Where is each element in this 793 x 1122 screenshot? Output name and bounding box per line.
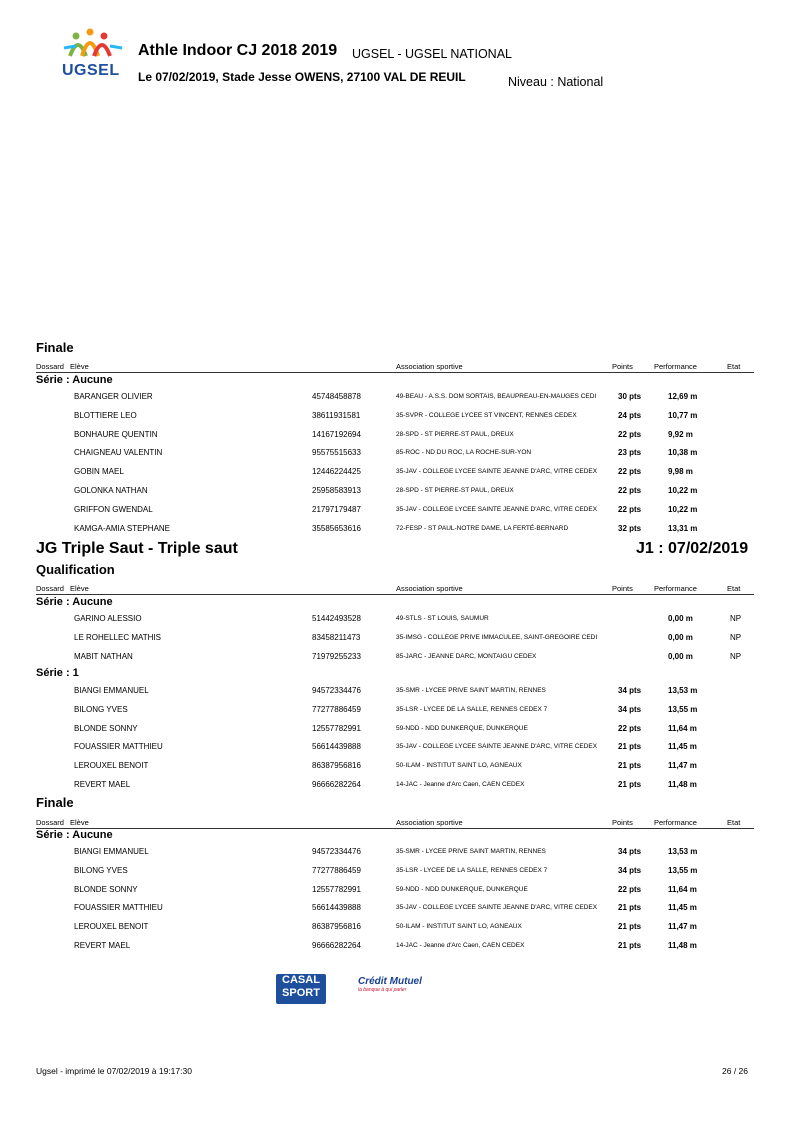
athlete-name: FOUASSIER MATTHIEU [74, 742, 163, 752]
performance: 11,64 m [668, 723, 697, 733]
association: 50-ILAM - INSTITUT SAINT LO, AGNEAUX [396, 923, 522, 931]
athlete-name: BONHAURE QUENTIN [74, 429, 158, 439]
etat: NP [730, 614, 742, 623]
performance: 11,48 m [668, 780, 697, 789]
athlete-name: BIANGI EMMANUEL [74, 847, 149, 856]
table-row [0, 505, 793, 517]
performance: 10,22 m [668, 486, 698, 495]
points: 22 pts [618, 884, 642, 894]
points: 34 pts [618, 847, 642, 856]
casal-line1: CASAL [282, 974, 320, 986]
performance: 0,00 m [668, 614, 693, 623]
col-association: Association sportive [396, 362, 463, 371]
association: 14-JAC - Jeanne d'Arc Caen, CAEN CEDEX [396, 781, 525, 788]
table-row [0, 652, 793, 664]
col-points: Points [612, 818, 633, 827]
association: 28-SPD - ST PIERRE-ST PAUL, DREUX [396, 487, 514, 494]
serie-label: Série : Aucune [36, 596, 113, 608]
athlete-id: 12557782991 [312, 723, 361, 733]
points: 34 pts [618, 704, 642, 714]
performance: 13,53 m [668, 686, 698, 695]
performance: 13,55 m [668, 704, 698, 714]
points: 34 pts [618, 686, 642, 695]
athlete-id: 56614439888 [312, 742, 361, 752]
performance: 10,38 m [668, 448, 698, 458]
table-row [0, 903, 793, 915]
footer-printed: Ugsel - imprimé le 07/02/2019 à 19:17:30 [36, 1066, 192, 1076]
association: 72-FESP - ST PAUL-NOTRE DAME, LA FERTÉ-BERNARD [396, 524, 569, 532]
athlete-id: 86387956816 [312, 922, 361, 932]
points: 22 pts [618, 723, 642, 733]
table-row [0, 614, 793, 626]
event-day: J1 : 07/02/2019 [636, 540, 749, 557]
points: 21 pts [618, 761, 642, 771]
athlete-id: 12446224425 [312, 467, 361, 477]
association: 35-LSR - LYCEE DE LA SALLE, RENNES CEDEX 7 [396, 866, 548, 874]
athlete-name: LE ROHELLEC MATHIS [74, 632, 161, 642]
section-title-qualification: Qualification [36, 562, 115, 577]
col-etat: Etat [727, 362, 741, 371]
association: 59-NDD - NDD DUNKERQUE, DUNKERQUE [396, 885, 528, 893]
credit-mutuel-name: Crédit Mutuel [358, 976, 422, 987]
points: 23 pts [618, 448, 642, 458]
divider [36, 594, 754, 595]
athlete-name: BILONG YVES [74, 704, 128, 714]
points: 21 pts [618, 922, 642, 932]
athlete-name: BILONG YVES [74, 865, 128, 875]
association: 85-ROC - ND DU ROC, LA ROCHE-SUR-YON [396, 449, 532, 457]
athlete-id: 45748458878 [312, 392, 361, 401]
athlete-id: 21797179487 [312, 504, 361, 514]
etat: NP [730, 632, 742, 642]
athlete-name: GARINO ALESSIO [74, 614, 142, 623]
table-row [0, 922, 793, 934]
table-row [0, 448, 793, 460]
col-dossard: Dossard [36, 818, 64, 827]
section-title-finale-1: Finale [36, 340, 74, 355]
col-eleve: Elève [70, 584, 89, 593]
athlete-id: 14167192694 [312, 429, 361, 439]
athlete-name: BLOTTIERE LEO [74, 410, 137, 420]
performance: 0,00 m [668, 632, 693, 642]
divider [36, 828, 754, 829]
page-title: Athle Indoor CJ 2018 2019 [138, 42, 338, 59]
points: 22 pts [618, 467, 642, 477]
athlete-id: 35585653616 [312, 523, 361, 533]
table-row [0, 467, 793, 479]
table-row [0, 486, 793, 498]
athlete-name: LEROUXEL BENOIT [74, 761, 149, 771]
athlete-id: 12557782991 [312, 884, 361, 894]
logo-text: UGSEL [62, 62, 120, 79]
association: 49-STLS - ST LOUIS, SAUMUR [396, 615, 489, 622]
col-association: Association sportive [396, 818, 463, 827]
points: 21 pts [618, 742, 642, 752]
performance: 11,45 m [668, 903, 697, 913]
athlete-name: GOLONKA NATHAN [74, 486, 148, 495]
athlete-id: 77277886459 [312, 704, 361, 714]
association: 35-SMR - LYCEE PRIVE SAINT MARTIN, RENNES [396, 848, 546, 855]
athlete-id: 86387956816 [312, 761, 361, 771]
association: 35-JAV - COLLEGE LYCEE SAINTE JEANNE D'ARC, VITRE CEDEX [396, 468, 598, 476]
points: 32 pts [618, 523, 642, 533]
association: 85-JARC - JEANNE DARC, MONTAIGU CEDEX [396, 652, 537, 660]
athlete-id: 94572334476 [312, 847, 361, 856]
serie-label: Série : Aucune [36, 829, 113, 841]
etat: NP [730, 651, 742, 661]
points: 22 pts [618, 429, 642, 439]
event-title: JG Triple Saut - Triple saut [36, 540, 238, 557]
association: 59-NDD - NDD DUNKERQUE, DUNKERQUE [396, 724, 528, 732]
col-dossard: Dossard [36, 362, 64, 371]
table-row [0, 780, 793, 792]
athlete-id: 96666282264 [312, 780, 361, 789]
table-row [0, 430, 793, 442]
organization: UGSEL - UGSEL NATIONAL [352, 47, 512, 61]
athlete-id: 25958583913 [312, 486, 361, 495]
association: 35-SVPR - COLLEGE LYCEE ST VINCENT, RENNES CEDEX [396, 411, 577, 419]
performance: 10,77 m [668, 410, 698, 420]
athlete-name: REVERT MAEL [74, 780, 131, 789]
performance: 13,53 m [668, 847, 698, 856]
association: 35-SMR - LYCEE PRIVE SAINT MARTIN, RENNES [396, 687, 546, 694]
col-performance: Performance [654, 584, 697, 593]
performance: 13,55 m [668, 865, 698, 875]
athlete-name: BLONDE SONNY [74, 723, 138, 733]
athlete-id: 38611931581 [312, 410, 361, 420]
athlete-id: 71979255233 [312, 651, 361, 661]
page-number: 26 / 26 [722, 1066, 748, 1076]
association: 35-JAV - COLLEGE LYCEE SAINTE JEANNE D'ARC, VITRE CEDEX [396, 743, 598, 751]
points: 21 pts [618, 780, 642, 789]
points: 24 pts [618, 410, 642, 420]
athlete-id: 51442493528 [312, 614, 361, 623]
credit-mutuel-logo [358, 976, 438, 998]
col-points: Points [612, 584, 633, 593]
performance: 0,00 m [668, 651, 693, 661]
table-row [0, 885, 793, 897]
col-association: Association sportive [396, 584, 463, 593]
performance: 9,92 m [668, 429, 693, 439]
col-eleve: Elève [70, 362, 89, 371]
col-dossard: Dossard [36, 584, 64, 593]
athlete-id: 95575515633 [312, 448, 361, 458]
athlete-name: REVERT MAEL [74, 941, 131, 950]
association: 35-JAV - COLLEGE LYCEE SAINTE JEANNE D'ARC, VITRE CEDEX [396, 505, 598, 513]
table-row [0, 686, 793, 698]
credit-mutuel-slogan: la banque à qui parler [358, 987, 407, 993]
athlete-name: FOUASSIER MATTHIEU [74, 903, 163, 913]
athlete-name: KAMGA-AMIA STEPHANE [74, 523, 171, 533]
casal-line2: SPORT [282, 987, 320, 999]
performance: 11,47 m [668, 922, 697, 932]
col-eleve: Elève [70, 818, 89, 827]
col-points: Points [612, 362, 633, 371]
athlete-name: BARANGER OLIVIER [74, 392, 153, 401]
points: 22 pts [618, 504, 642, 514]
col-performance: Performance [654, 818, 697, 827]
table-row [0, 742, 793, 754]
points: 21 pts [618, 941, 642, 950]
level-label: Niveau : National [508, 75, 604, 89]
athlete-name: MABIT NATHAN [74, 651, 133, 661]
casal-sport-logo [276, 974, 326, 1004]
table-row [0, 392, 793, 404]
table-row [0, 941, 793, 953]
association: 50-ILAM - INSTITUT SAINT LO, AGNEAUX [396, 762, 522, 770]
athlete-name: GOBIN MAEL [74, 467, 124, 477]
association: 35-JAV - COLLEGE LYCEE SAINTE JEANNE D'ARC, VITRE CEDEX [396, 904, 598, 912]
performance: 11,64 m [668, 884, 697, 894]
performance: 10,22 m [668, 504, 698, 514]
association: 49-BEAU - A.S.S. DOM SORTAIS, BEAUPREAU-EN-MAUGES CEDI [396, 393, 597, 400]
serie-label: Série : Aucune [36, 374, 113, 386]
col-performance: Performance [654, 362, 697, 371]
athlete-name: BIANGI EMMANUEL [74, 686, 149, 695]
table-row [0, 633, 793, 645]
table-row [0, 724, 793, 736]
athlete-id: 96666282264 [312, 941, 361, 950]
athlete-name: BLONDE SONNY [74, 884, 138, 894]
association: 28-SPD - ST PIERRE-ST PAUL, DREUX [396, 430, 514, 438]
event-subtitle: Le 07/02/2019, Stade Jesse OWENS, 27100 VAL DE REUIL [138, 70, 466, 84]
performance: 12,69 m [668, 392, 698, 401]
athlete-id: 77277886459 [312, 865, 361, 875]
table-row [0, 524, 793, 536]
athlete-id: 83458211473 [312, 632, 361, 642]
serie-label: Série : 1 [36, 667, 79, 679]
section-title-finale-2: Finale [36, 795, 74, 810]
performance: 11,47 m [668, 761, 697, 771]
points: 34 pts [618, 865, 642, 875]
performance: 9,98 m [668, 467, 693, 477]
performance: 11,45 m [668, 742, 697, 752]
col-etat: Etat [727, 584, 741, 593]
points: 30 pts [618, 392, 642, 401]
athlete-id: 56614439888 [312, 903, 361, 913]
athlete-id: 94572334476 [312, 686, 361, 695]
performance: 11,48 m [668, 941, 697, 950]
athlete-name: LEROUXEL BENOIT [74, 922, 149, 932]
association: 35-IMSG - COLLEGE PRIVE IMMACULEE, SAINT-GREGOIRE CEDI [396, 633, 598, 641]
table-row [0, 866, 793, 878]
col-etat: Etat [727, 818, 741, 827]
points: 21 pts [618, 903, 642, 913]
table-row [0, 847, 793, 859]
table-row [0, 761, 793, 773]
association: 14-JAC - Jeanne d'Arc Caen, CAEN CEDEX [396, 942, 525, 949]
association: 35-LSR - LYCEE DE LA SALLE, RENNES CEDEX 7 [396, 705, 548, 713]
divider [36, 372, 754, 373]
points: 22 pts [618, 486, 642, 495]
table-row [0, 705, 793, 717]
athlete-name: GRIFFON GWENDAL [74, 504, 153, 514]
performance: 13,31 m [668, 523, 698, 533]
table-row [0, 411, 793, 423]
athlete-name: CHAIGNEAU VALENTIN [74, 448, 163, 458]
